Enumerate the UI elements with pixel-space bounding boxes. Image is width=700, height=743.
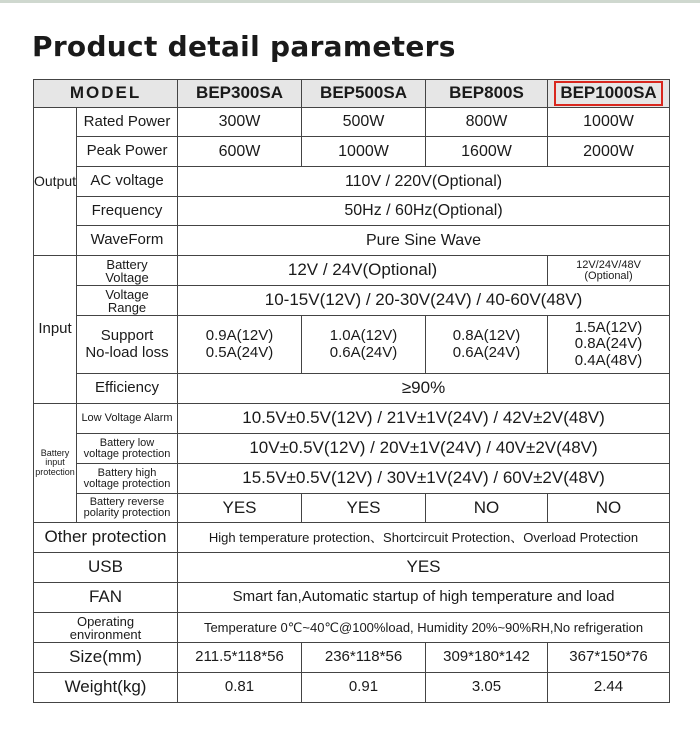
peak-power-label: Peak Power bbox=[77, 137, 178, 167]
efficiency-label: Efficiency bbox=[77, 374, 178, 404]
label-line: voltage protection bbox=[83, 477, 171, 490]
rated-power-value: 300W bbox=[178, 108, 302, 137]
label-line: voltage protection bbox=[83, 447, 171, 460]
low-voltage-alarm-row bbox=[34, 404, 670, 434]
highlighted-model-box: BEP1000SA bbox=[554, 81, 662, 106]
low-voltage-protection-value: 10V±0.5V(12V) / 20V±1V(24V) / 40V±2V(48V) bbox=[178, 434, 670, 464]
model-bep800s: BEP800S bbox=[426, 80, 548, 108]
peak-power-value: 1600W bbox=[426, 137, 548, 167]
spec-table bbox=[33, 79, 670, 703]
label-line: Battery high bbox=[97, 466, 157, 479]
value-line: (Optional) bbox=[584, 269, 633, 282]
weight-value: 3.05 bbox=[426, 673, 548, 703]
other-protection-value: High temperature protection、Shortcircuit Protection、Overload Protection bbox=[178, 523, 670, 553]
reverse-polarity-row bbox=[34, 494, 670, 523]
value-line: 0.6A(24V) bbox=[452, 343, 521, 361]
weight-label: Weight(kg) bbox=[34, 673, 178, 703]
rated-power-value: 500W bbox=[302, 108, 426, 137]
battery-voltage-value: 12V / 24V(Optional) bbox=[178, 256, 548, 286]
other-protection-label: Other protection bbox=[34, 523, 178, 553]
usb-label: USB bbox=[34, 553, 178, 583]
size-value: 309*180*142 bbox=[426, 643, 548, 673]
frequency-label: Frequency bbox=[77, 197, 178, 226]
frequency-row bbox=[34, 197, 670, 226]
model-bep300sa: BEP300SA bbox=[178, 80, 302, 108]
battery-voltage-value-last bbox=[548, 256, 670, 286]
high-voltage-protection-row bbox=[34, 464, 670, 494]
no-load-loss-value bbox=[302, 316, 426, 374]
waveform-row bbox=[34, 226, 670, 256]
label-line: input bbox=[45, 457, 65, 468]
battery-voltage-row bbox=[34, 256, 670, 286]
efficiency-row bbox=[34, 374, 670, 404]
voltage-range-value: 10-15V(12V) / 20-30V(24V) / 40-60V(48V) bbox=[178, 286, 670, 316]
weight-value: 0.91 bbox=[302, 673, 426, 703]
label-line: Battery low bbox=[99, 436, 155, 449]
model-bep1000sa bbox=[548, 80, 670, 108]
no-load-loss-label bbox=[77, 316, 178, 374]
waveform-value: Pure Sine Wave bbox=[178, 226, 670, 256]
weight-value: 2.44 bbox=[548, 673, 670, 703]
low-voltage-alarm-value: 10.5V±0.5V(12V) / 21V±1V(24V) / 42V±2V(48V) bbox=[178, 404, 670, 434]
ac-voltage-label: AC voltage bbox=[77, 167, 178, 197]
size-row bbox=[34, 643, 670, 673]
peak-power-row bbox=[34, 137, 670, 167]
ac-voltage-row bbox=[34, 167, 670, 197]
label-line: No-load loss bbox=[85, 343, 169, 361]
label-line: Operating bbox=[76, 613, 135, 629]
battery-protection-section-label bbox=[34, 404, 77, 523]
other-protection-row bbox=[34, 523, 670, 553]
rated-power-label: Rated Power bbox=[77, 108, 178, 137]
value-line: 1.0A(12V) bbox=[329, 327, 398, 344]
rated-power-value: 1000W bbox=[548, 108, 670, 137]
low-voltage-protection-row bbox=[34, 434, 670, 464]
high-voltage-protection-value: 15.5V±0.5V(12V) / 30V±1V(24V) / 60V±2V(48V) bbox=[178, 464, 670, 494]
operating-environment-value: Temperature 0℃~40℃@100%load, Humidity 20%~90%RH,No refrigeration bbox=[178, 613, 670, 643]
usb-row bbox=[34, 553, 670, 583]
value-line: 1.5A(12V) bbox=[574, 318, 643, 336]
label-line: Voltage bbox=[105, 286, 149, 302]
voltage-range-label bbox=[77, 286, 178, 316]
weight-row bbox=[34, 673, 670, 703]
peak-power-value: 600W bbox=[178, 137, 302, 167]
operating-environment-row bbox=[34, 613, 670, 643]
voltage-range-row bbox=[34, 286, 670, 316]
reverse-polarity-value: YES bbox=[302, 494, 426, 523]
fan-label: FAN bbox=[34, 583, 178, 613]
waveform-label: WaveForm bbox=[77, 226, 178, 256]
no-load-loss-value bbox=[178, 316, 302, 374]
label-line: Battery bbox=[40, 447, 70, 458]
input-section-label: Input bbox=[34, 256, 77, 404]
label-line: Battery bbox=[106, 256, 148, 272]
output-section-label: Output bbox=[34, 108, 77, 256]
reverse-polarity-value: YES bbox=[178, 494, 302, 523]
low-voltage-alarm-label: Low Voltage Alarm bbox=[77, 404, 178, 434]
value-line: 0.6A(24V) bbox=[329, 343, 398, 361]
value-line: 0.8A(24V) bbox=[574, 335, 643, 353]
weight-value: 0.81 bbox=[178, 673, 302, 703]
size-value: 367*150*76 bbox=[548, 643, 670, 673]
peak-power-value: 2000W bbox=[548, 137, 670, 167]
rated-power-value: 800W bbox=[426, 108, 548, 137]
no-load-loss-value bbox=[426, 316, 548, 374]
header-row bbox=[34, 80, 670, 108]
no-load-loss-row bbox=[34, 316, 670, 374]
fan-value: Smart fan,Automatic startup of high temperature and load bbox=[178, 583, 670, 613]
reverse-polarity-value: NO bbox=[548, 494, 670, 523]
value-line: 0.8A(12V) bbox=[452, 327, 521, 344]
label-line: Range bbox=[107, 299, 147, 315]
model-bep500sa: BEP500SA bbox=[302, 80, 426, 108]
label-line: polarity protection bbox=[83, 507, 171, 519]
reverse-polarity-value: NO bbox=[426, 494, 548, 523]
label-line: Support bbox=[100, 327, 154, 344]
label-line: Battery reverse bbox=[89, 496, 165, 508]
frequency-value: 50Hz / 60Hz(Optional) bbox=[178, 197, 670, 226]
rated-power-row bbox=[34, 108, 670, 137]
value-line: 0.5A(24V) bbox=[205, 343, 274, 361]
reverse-polarity-label bbox=[77, 494, 178, 523]
top-divider-line bbox=[0, 0, 700, 3]
peak-power-value: 1000W bbox=[302, 137, 426, 167]
high-voltage-protection-label bbox=[77, 464, 178, 494]
label-line: Voltage bbox=[105, 269, 149, 285]
value-line: 0.9A(12V) bbox=[205, 327, 274, 344]
no-load-loss-value bbox=[548, 316, 670, 374]
model-header: MODEL bbox=[34, 80, 178, 108]
fan-row bbox=[34, 583, 670, 613]
value-line: 12V/24V/48V bbox=[576, 258, 641, 271]
size-label: Size(mm) bbox=[34, 643, 178, 673]
label-line: protection bbox=[35, 466, 75, 477]
label-line: environment bbox=[69, 626, 142, 642]
size-value: 236*118*56 bbox=[302, 643, 426, 673]
page-title: Product detail parameters bbox=[32, 30, 456, 63]
usb-value: YES bbox=[178, 553, 670, 583]
efficiency-value: ≥90% bbox=[178, 374, 670, 404]
value-line: 0.4A(48V) bbox=[574, 351, 643, 369]
ac-voltage-value: 110V / 220V(Optional) bbox=[178, 167, 670, 197]
size-value: 211.5*118*56 bbox=[178, 643, 302, 673]
operating-environment-label bbox=[34, 613, 178, 643]
low-voltage-protection-label bbox=[77, 434, 178, 464]
battery-voltage-label bbox=[77, 256, 178, 286]
